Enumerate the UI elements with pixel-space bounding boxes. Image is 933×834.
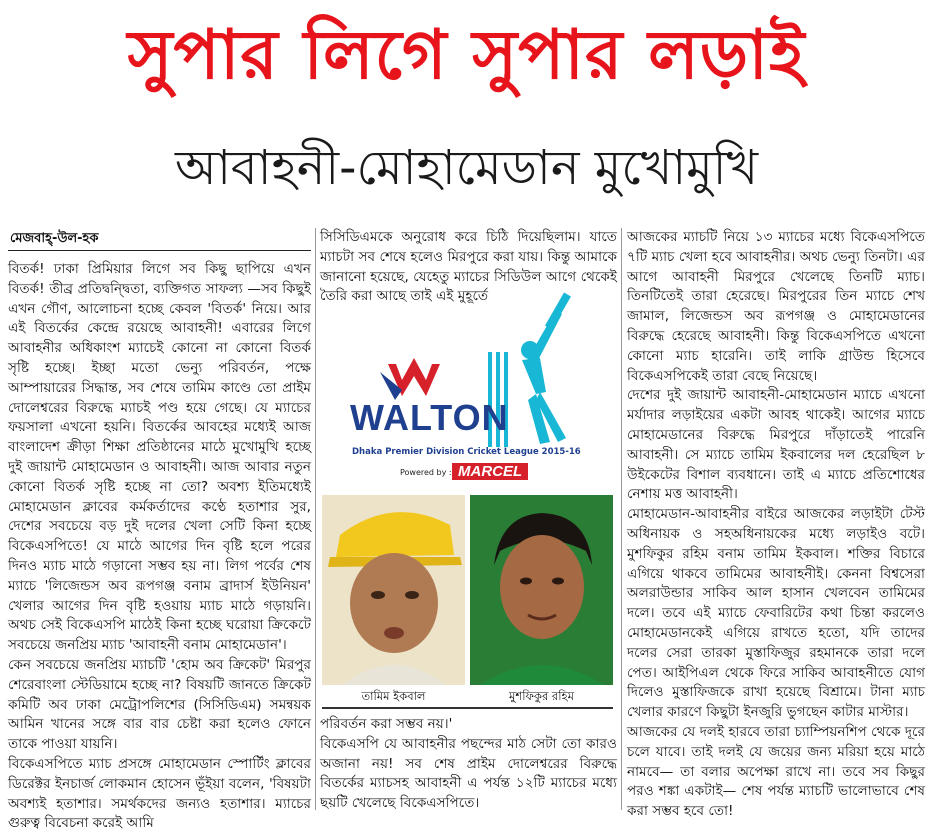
paragraph: আজকের ম্যাচটি নিয়ে ১৩ ম্যাচের মধ্যে বিকেএসপিতে ৭টি ম্যাচ খেলা হবে আবাহনীর। অথচ ভেন্যু তিনটা। এর আগে আবাহনী মিরপুরে খেলেছে তিনটি ম্যাচ। তিনটিতেই তারা হেরেছে। মিরপুরের তিন ম্যাচে শেখ জামাল, লিজেন্ডস অব রূপগঞ্জ ও মোহামেডানের বিরুদ্ধে হেরেছে আবাহনী। কিন্তু বিকেএসপিতে এখনো কোনো ম্যাচ হারেনি। তাই লাকি গ্রাউন্ড হিসেবে বিকেএসপিকেই তারা বেছে নিয়েছে।	[627, 229, 925, 384]
batsman-icon	[521, 293, 571, 444]
article-column-3	[627, 228, 925, 822]
marcel-brand: MARCEL	[452, 463, 528, 480]
paragraph: আজকের যে দলই হারবে তারা চ্যাম্পিয়নশিপ থেকে দূরে চলে যাবে। তাই দলই যে জয়ের জন্য মরিয়া হয়ে মাঠে নামবে— তা বলার অপেক্ষা রাখে না। তবে সব কিছুর পরও শঙ্কা একটাই— শেষ পর্যন্ত ম্যাচটি ভালোভাবে শেষ করা সম্ভব হবে তো!	[627, 723, 925, 820]
paragraph: দেশের দুই জায়ান্ট আবাহনী-মোহামেডান ম্যাচে এখনো মর্যাদার লড়াইয়ের একটা আবহ থাকেই। আগের ম্যাচে মোহামেডানের বিরুদ্ধে মিরপুরে দাঁড়াতেই পারেনি আবাহনী। সে ম্যাচে তামিম ইকবালের দল হেরেছিল ৮ উইকেটের বিশাল ব্যবধানে। তাই এ ম্যাচে প্রতিশোধের নেশায় মত্ত আবাহনী।	[627, 387, 925, 503]
column-divider-1	[315, 228, 316, 810]
paragraph: বিতর্ক! ঢাকা প্রিমিয়ার লিগে সব কিছু ছাপিয়ে এখন বিতর্ক! তীব্র প্রতিদ্বন্দ্বিতা, ব্যক্তিগত সাফল্য —সব কিছুই এখন গৌণ, আলোচনা হচ্ছে কেবল 'বিতর্ক' নিয়ে। আর এই বিতর্কের কেন্দ্রে রয়েছে আবাহনী! এবারের লিগে আবাহনীর অধিকাংশ ম্যাচেই কোনো না কোনো বিতর্ক সৃষ্টি হচ্ছে। ইচ্ছা মতো ভেন্যু পরিবর্তন, পক্ষে আম্পায়ারের সিদ্ধান্ত, সব শেষে তামিম কাণ্ডে তো প্রাইম দোলেশ্বরের বিরুদ্ধে ম্যাচই পণ্ড হয়ে গেছে। যে ম্যাচের ফয়সালা এখনো হয়নি। বিতর্কের আবহের মধ্যেই আজ বাংলাদেশ ক্রীড়া শিক্ষা প্রতিষ্ঠানের মাঠে মুখোমুখি হচ্ছে দুই জায়ান্ট মোহামেডান ও আবাহনী। আজ আবার নতুন কোনো বিতর্ক সৃষ্টি হচ্ছে না তো? অবশ্য ইতিমধ্যেই মোহামেডান ক্লাবের কর্মকর্তাদের কণ্ঠে হতাশার সুর, দেশের সবচেয়ে বড় দুই দলের খেলা সেটি কিনা হচ্ছে বিকেএসপিতে! যে মাঠে আগের দিন বৃষ্টি হলে পরের দিনও ম্যাচ মাঠে গড়ানো সম্ভব হয় না। লিগ পর্বের শেষ ম্যাচে 'লিজেন্ডস অব রূপগঞ্জ বনাম ব্রাদার্স ইউনিয়ন' খেলার আগের দিন বৃষ্টি হওয়ায় ম্যাচ মাঠে গড়ায়নি। অথচ সেই বিকেএসপি মাঠেই কিনা হচ্ছে ঘরোয়া ক্রিকেটে সবচেয়ে জনপ্রিয় ম্যাচ 'আবাহনী বনাম মোহামেডান'।	[8, 261, 311, 654]
paragraph: বিকেএসপি যে আবাহনীর পছন্দের মাঠ সেটা তো কারও অজানা নয়! সব শেষ প্রাইম দোলেশ্বরের বিরুদ্ধে বিতর্কের ম্যাচসহ আবাহনী এ পর্যন্ত ১২টি ম্যাচের মধ্যে ছয়টি খেলেছে বিকেএসপিতে।	[320, 735, 617, 812]
sponsor-logo	[340, 292, 610, 492]
subheadline: আবাহনী-মোহামেডান মুখোমুখি	[174, 140, 759, 196]
walton-brand: WALTON	[350, 397, 509, 438]
byline-rule	[8, 250, 311, 251]
paragraph: সিসিডিএমকে অনুরোধ করে চিঠি দিয়েছিলাম। যাতে ম্যাচটা সব শেষে হলেও মিরপুরে করা যায়। কিন্তু আমাকে জানানো হয়েছে, যেহেতু ম্যাচের সিডিউল আগে থেকেই তৈরি করা আছে তাই এই মুহূর্তে	[320, 229, 617, 305]
paragraph: পরিবর্তন করা সম্ভব নয়।'	[320, 716, 453, 732]
byline: মেজবাহ্-উল-হক	[10, 231, 99, 246]
player-portrait-1	[322, 495, 465, 685]
column-divider-2	[621, 228, 622, 810]
player-portrait-2	[470, 495, 613, 685]
photo-mushfiqur-rahim	[470, 495, 613, 685]
photo-tamim-iqbal	[322, 495, 465, 685]
article-column-1	[8, 260, 311, 834]
article-column-2-bottom	[320, 715, 617, 814]
caption-left: তামিম ইকবাল	[361, 689, 426, 703]
caption-right: মুশফিকুর রহিম	[509, 689, 574, 703]
sponsor-graphic	[340, 292, 610, 492]
paragraph: বিকেএসপিতে ম্যাচ প্রসঙ্গে মোহামেডান স্পোর্টিং ক্লাবের ডিরেক্টর ইনচার্জ লোকমান হোসেন ভূঁইয়া বলেন, 'বিষয়টা অবশ্যই হতাশার। সমর্থকদের জন্যও হতাশার। ম্যাচের গুরুত্ব বিবেচনা করেই আমি	[8, 755, 311, 832]
powered-by-label: Powered by :	[400, 468, 452, 477]
headline: সুপার লিগে সুপার লড়াই	[127, 15, 806, 95]
paragraph: মোহামেডান-আবাহনীর বাইরে আজকের লড়াইটা টেস্ট অধিনায়ক ও সহঅধিনায়কের মধ্যে লড়াইও বটে। মুশফিকুর রহিম বনাম তামিম ইকবাল। শক্তির বিচারে এগিয়ে থাকবে তামিমের আবাহনীই। কেননা বিশ্বসেরা অলরাউন্ডার সাকিব আল হাসান খেলবেন তামিমের দলে। তবে এই ম্যাচে ফেবারিটের কথা চিন্তা করলেও মোহামেডানকেই এগিয়ে রাখতে হতো, যদি তাদের দলের সেরা তারকা মুস্তাফিজুর রহমানকে তারা দলে পেত। আইপিএল থেকে ফিরে সাকিব আবাহনীতে যোগ দিলেও মুস্তাফিজকে রাখা হয়েছে বিশ্রামে। টানা ম্যাচ খেলার কারণে কিছুটা ইনজুরি ভুগছেন কাটার মাস্টার।	[627, 506, 925, 721]
league-name: Dhaka Premier Division Cricket League 2015-16	[352, 447, 581, 457]
paragraph: কেন সবচেয়ে জনপ্রিয় ম্যাচটি 'হোম অব ক্রিকেট' মিরপুর শেরেবাংলা স্টেডিয়ামে হচ্ছে না? বিষয়টি জানতে ক্রিকেট কমিটি অব ঢাকা মেট্রোপলিশের (সিসিডিএম) সমন্বয়ক আমিন খানের সঙ্গে বার বার চেষ্টা করা হলেও ফোনে তাকে পাওয়া যায়নি।	[8, 656, 311, 753]
caption-rule	[322, 707, 613, 709]
